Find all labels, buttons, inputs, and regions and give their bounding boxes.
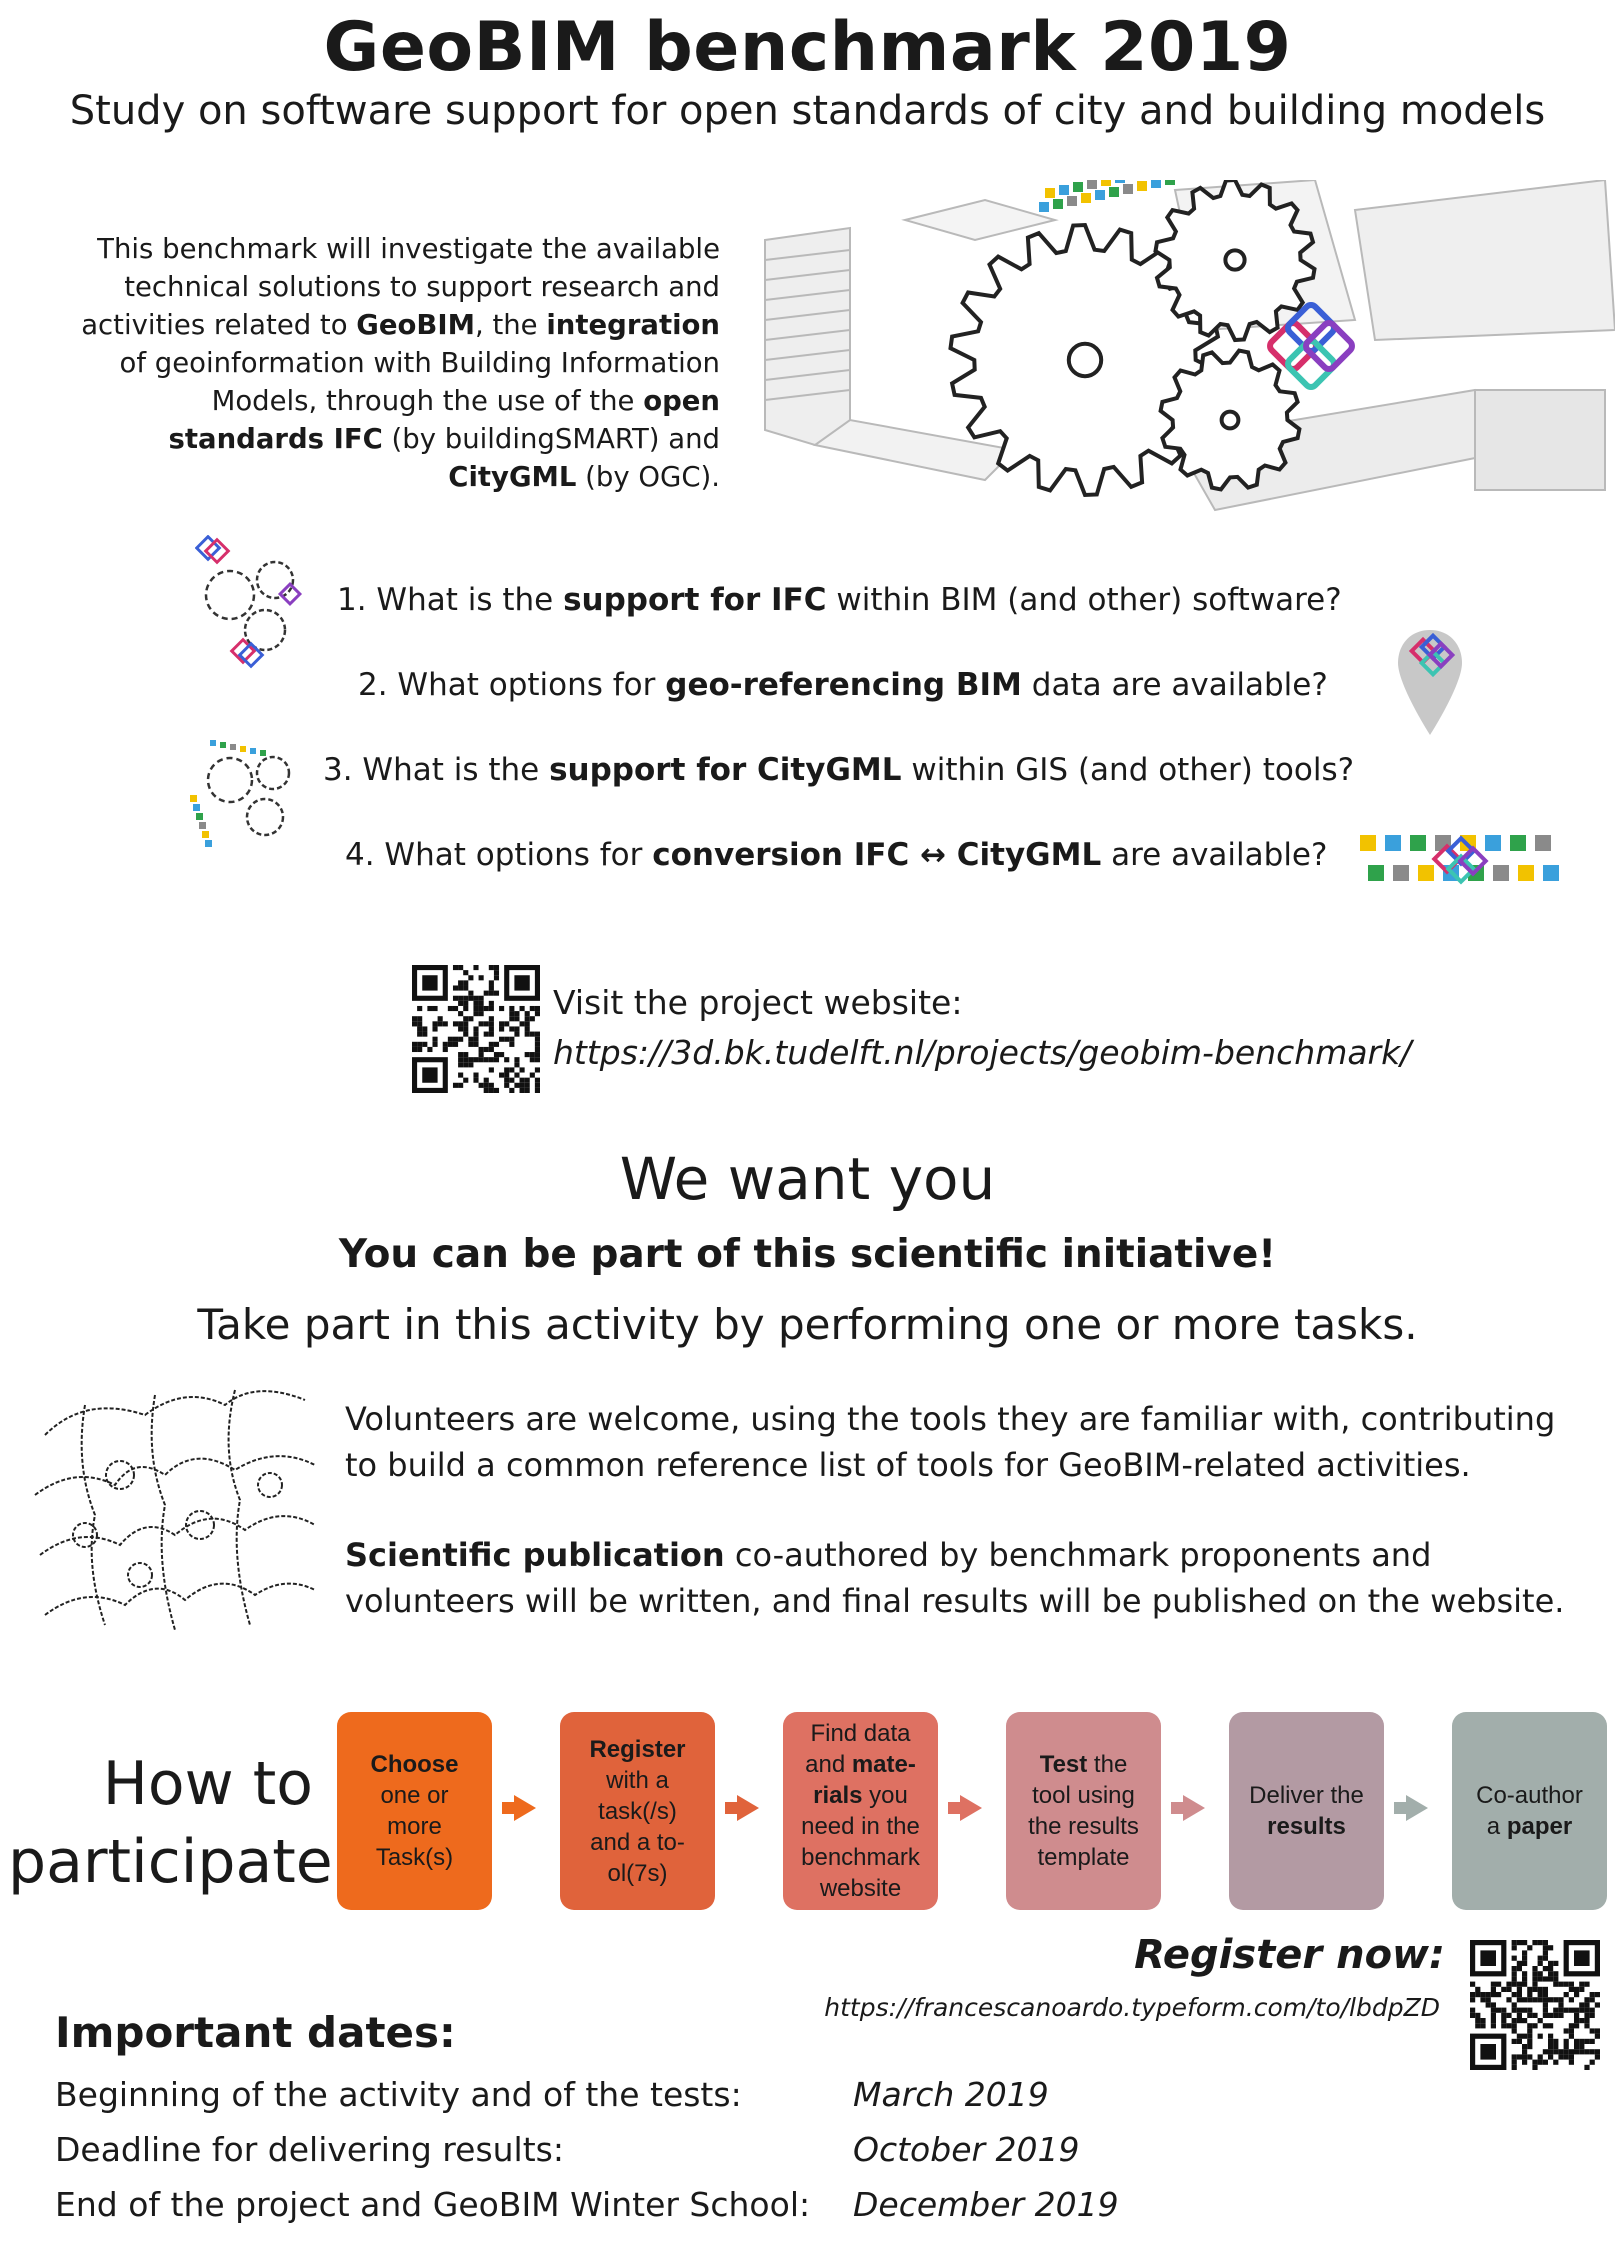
step-arrow-shaft [502,1802,514,1814]
date-row-label: End of the project and GeoBIM Winter School: [55,2185,811,2224]
citygml-logo-icon [1039,180,1181,212]
intro-text: , the [474,309,547,341]
step-6 [1452,1712,1607,1910]
conversion-icon [1358,830,1563,890]
step-arrow-icon [737,1795,759,1821]
date-row-label: Deadline for delivering results: [55,2130,564,2169]
publication-paragraph: Scientific publication co-authored by benchmark proponents and volunteers will be written, and final results will be published on the website. [345,1536,1565,1620]
take-part-text: Take part in this activity by performing one or more tasks. [197,1300,1418,1349]
website-label: Visit the project website: [553,983,963,1022]
website-qr-code[interactable] [412,965,540,1093]
volunteers-paragraph: Volunteers are welcome, using the tools they are familiar with, contributing to build a common reference list of tools for GeoBIM-related activities. [345,1400,1556,1484]
puzzle-illustration [25,1375,325,1640]
date-row-label: Beginning of the activity and of the tests: [55,2075,742,2114]
intro-highlight: GeoBIM [356,309,475,341]
date-row-value: December 2019 [853,2185,1119,2224]
website-block [553,978,1411,1078]
gears-citygml-icon [185,735,305,855]
page-subtitle: Study on software support for open standards of city and building models [69,88,1546,134]
step-arrow-shaft [948,1802,960,1814]
intro-paragraph [60,230,720,496]
step-5 [1229,1712,1384,1910]
step-label: Find data and mate- rials you need in the benchmark website [801,1720,920,1902]
step-3 [783,1712,938,1910]
question-3: 3. What is the support for CityGML within GIS (and other) tools? [323,752,1355,788]
intro-text: (by buildingSMART) and [382,423,720,455]
step-arrow-icon [960,1795,982,1821]
question-1: 1. What is the support for IFC within BIM (and other) software? [337,582,1342,618]
scientific-initiative-text: You can be part of this scientific initiative! [338,1232,1277,1277]
important-dates-heading: Important dates: [55,2008,456,2057]
step-arrow-shaft [1394,1802,1406,1814]
location-pin-icon [1395,625,1465,740]
hero-illustration [755,180,1615,520]
step-1 [337,1712,492,1910]
intro-highlight: CityGML [448,461,577,493]
step-label: Choose one or more Task(s) [370,1751,459,1871]
step-arrow-icon [1183,1795,1205,1821]
intro-text: of geoinformation with Building Information Models, through the use of the [119,347,720,417]
date-row-value: October 2019 [853,2130,1080,2169]
gears-ifc-icon [195,535,315,670]
register-link[interactable]: https://francescanoardo.typeform.com/to/lbdpZD [824,1993,1440,2022]
intro-highlight: integration [546,309,720,341]
step-arrow-shaft [725,1802,737,1814]
register-qr-code[interactable] [1470,1940,1600,2070]
intro-highlight: open standards IFC [168,385,720,455]
step-arrow-icon [514,1795,536,1821]
page-title: GeoBIM benchmark 2019 [323,8,1292,87]
publication-bold: Scientific publication [345,1536,725,1574]
how-to-participate-label: How to participate [8,1749,333,1897]
intro-text: (by OGC). [576,461,720,493]
website-link[interactable]: https://3d.bk.tudelft.nl/projects/geobim-benchmark/ [553,1033,1412,1072]
step-arrow-icon [1406,1795,1428,1821]
register-now-heading: Register now: [1134,1932,1445,1978]
intro-text: This benchmark will investigate the available technical solutions to support research and activities related to [81,233,720,341]
step-label: Deliver the results [1249,1782,1364,1840]
step-label: Co-author a paper [1476,1782,1583,1840]
step-arrow-shaft [1171,1802,1183,1814]
we-want-you-heading: We want you [619,1145,996,1213]
date-row-value: March 2019 [853,2075,1049,2114]
step-2 [560,1712,715,1910]
step-4 [1006,1712,1161,1910]
step-label: Test the tool using the results template [1028,1751,1139,1871]
question-2: 2. What options for geo-referencing BIM data are available? [358,667,1328,703]
question-4: 4. What options for conversion IFC ↔ CityGML are available? [345,837,1328,873]
step-label: Register with a task(/s) and a to- ol(7s) [589,1735,686,1887]
